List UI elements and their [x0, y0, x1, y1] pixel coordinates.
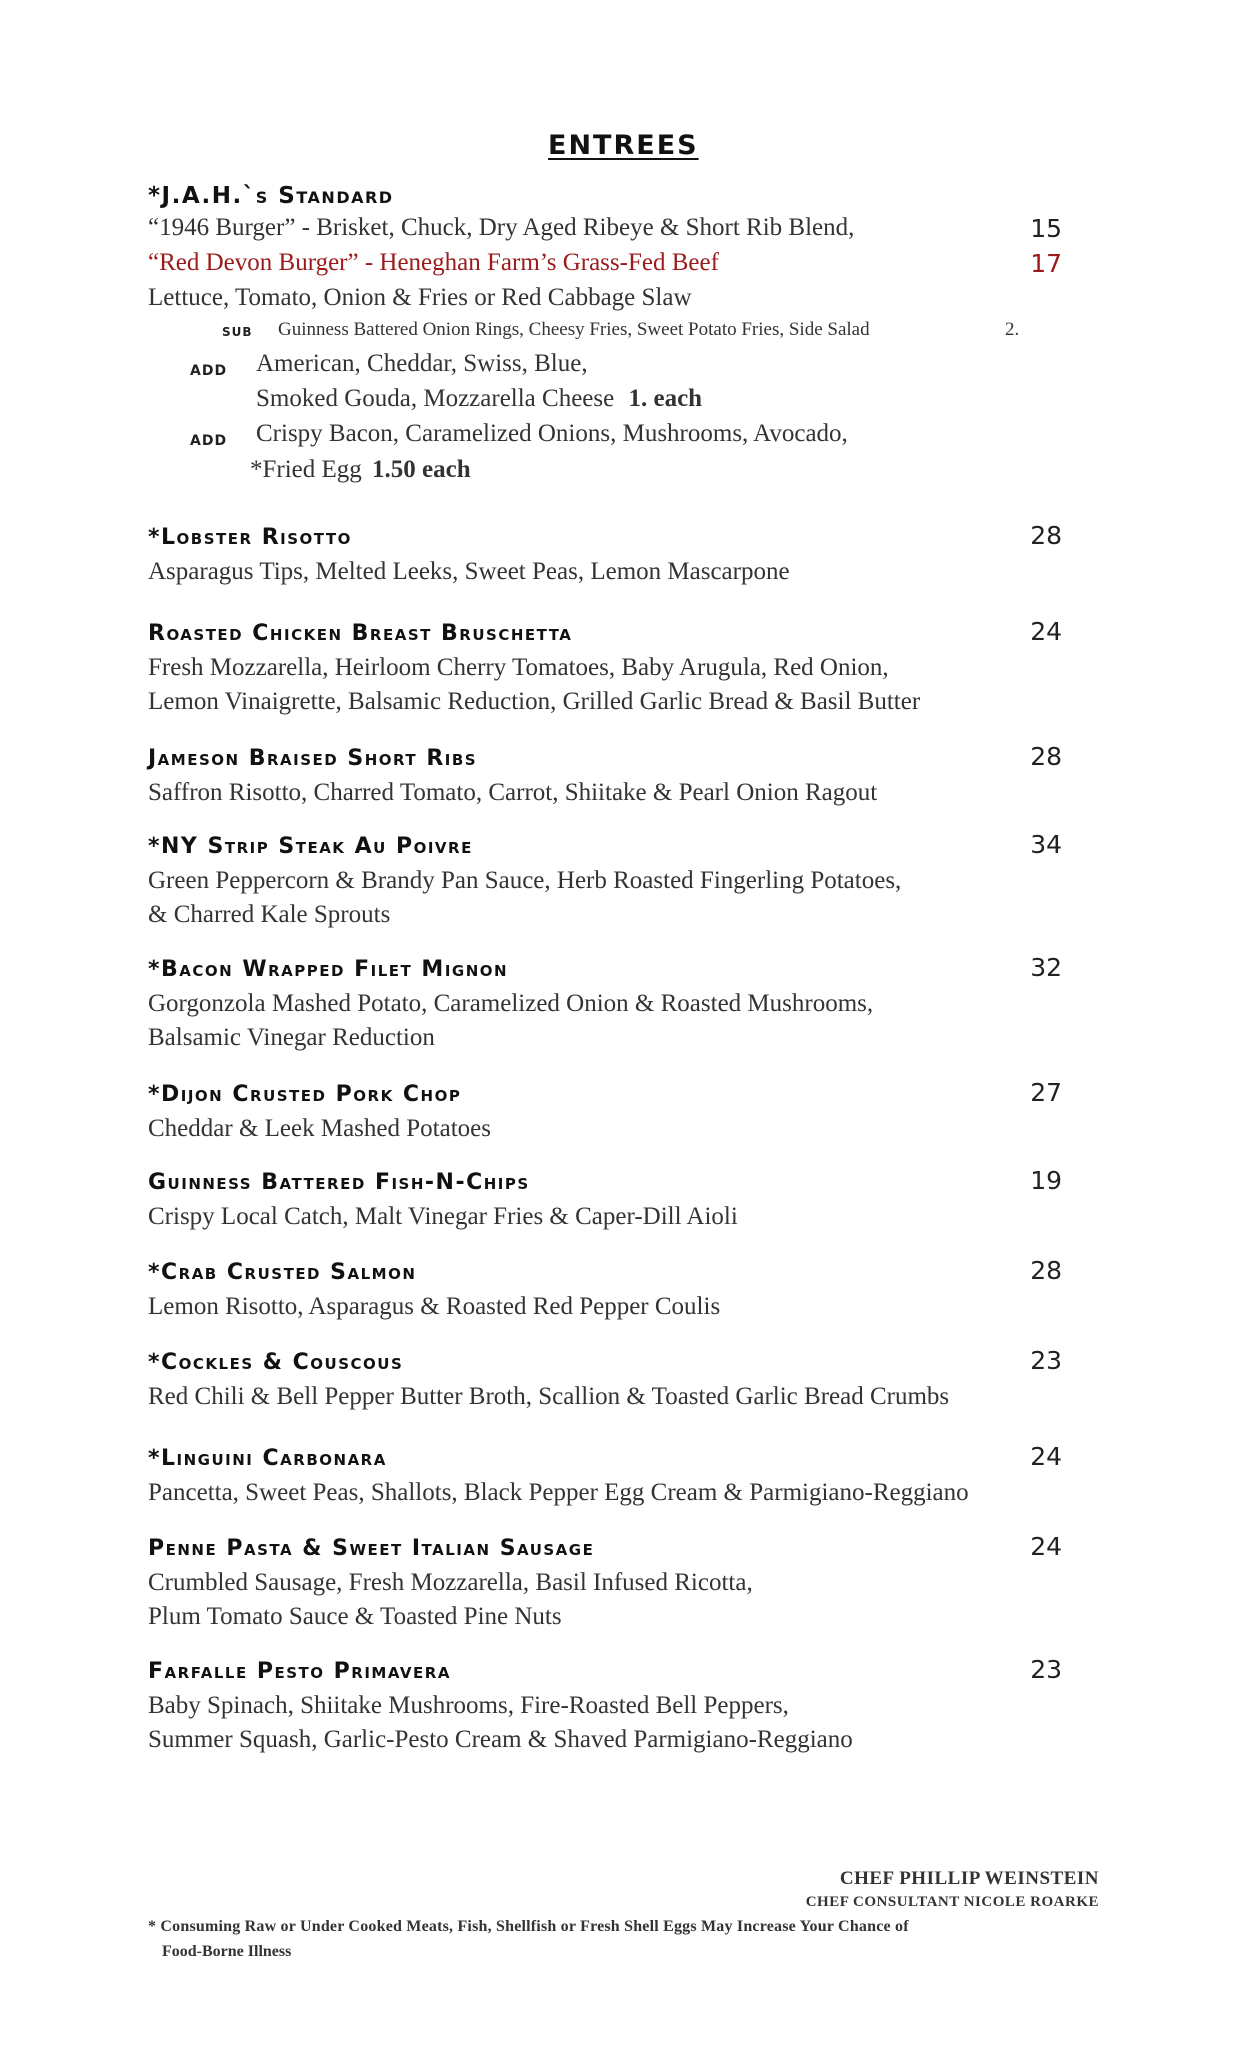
entree-name: *Dijon Crusted Pork Chop — [148, 1082, 462, 1107]
entree-price: 24 — [1030, 1442, 1062, 1471]
entree-price: 19 — [1030, 1166, 1062, 1195]
burger-red-devon-price: 17 — [1030, 249, 1062, 278]
entree-price: 32 — [1030, 953, 1062, 982]
entree-desc: Saffron Risotto, Charred Tomato, Carrot, Shiitake & Pearl Onion Ragout — [148, 779, 878, 806]
entree-name: Penne Pasta & Sweet Italian Sausage — [148, 1536, 595, 1561]
entree-desc: Balsamic Vinegar Reduction — [148, 1024, 435, 1051]
disclaimer-line-1: * Consuming Raw or Under Cooked Meats, Fish, Shellfish or Fresh Shell Eggs May Increase Your Chance of — [148, 1918, 909, 1935]
entree-name: Guinness Battered Fish-N-Chips — [148, 1170, 530, 1195]
entree-name: *Lobster Risotto — [148, 525, 352, 550]
sub-options: Guinness Battered Onion Rings, Cheesy Fries, Sweet Potato Fries, Side Salad — [278, 319, 870, 340]
burger-1946-price: 15 — [1030, 214, 1062, 243]
entree-desc: Crumbled Sausage, Fresh Mozzarella, Basil Infused Ricotta, — [148, 1569, 753, 1596]
add-toppings-line-1: Crispy Bacon, Caramelized Onions, Mushrooms, Avocado, — [256, 420, 848, 447]
entree-desc: Cheddar & Leek Mashed Potatoes — [148, 1115, 491, 1142]
add-toppings-tag: add — [190, 426, 228, 450]
standard-heading: *J.A.H.`s Standard — [148, 183, 394, 209]
add-cheese-price: 1. each — [628, 385, 703, 412]
entree-price: 34 — [1030, 830, 1062, 859]
disclaimer-line-2: Food-Borne Illness — [162, 1943, 292, 1960]
burger-red-devon-text: “Red Devon Burger” - Heneghan Farm’s Grass-Fed Beef — [148, 249, 719, 276]
entree-desc: Green Peppercorn & Brandy Pan Sauce, Herb Roasted Fingerling Potatoes, — [148, 867, 902, 894]
add-cheese-line-2 — [256, 385, 702, 413]
add-toppings-price: 1.50 each — [372, 456, 471, 483]
add-cheese-tag: add — [190, 356, 228, 380]
entree-price: 28 — [1030, 1256, 1062, 1285]
entree-price: 28 — [1030, 742, 1062, 771]
entree-name: *Cockles & Couscous — [148, 1350, 404, 1375]
entree-price: 28 — [1030, 521, 1062, 550]
entree-name: Jameson Braised Short Ribs — [148, 746, 478, 771]
entree-desc: Gorgonzola Mashed Potato, Caramelized Onion & Roasted Mushrooms, — [148, 990, 874, 1017]
page-title: ENTREES — [548, 130, 699, 161]
entree-desc: Lemon Vinaigrette, Balsamic Reduction, Grilled Garlic Bread & Basil Butter — [148, 688, 921, 715]
entree-name: *Linguini Carbonara — [148, 1446, 387, 1471]
entree-price: 27 — [1030, 1078, 1062, 1107]
entree-desc: Red Chili & Bell Pepper Butter Broth, Scallion & Toasted Garlic Bread Crumbs — [148, 1383, 950, 1410]
entree-desc: Plum Tomato Sauce & Toasted Pine Nuts — [148, 1603, 562, 1630]
entree-desc: Asparagus Tips, Melted Leeks, Sweet Peas, Lemon Mascarpone — [148, 558, 790, 585]
entree-price: 24 — [1030, 1532, 1062, 1561]
entree-name: *Crab Crusted Salmon — [148, 1260, 417, 1285]
add-toppings-line-2 — [250, 456, 471, 484]
burger-sides: Lettuce, Tomato, Onion & Fries or Red Cabbage Slaw — [148, 284, 692, 311]
entree-name: Roasted Chicken Breast Bruschetta — [148, 621, 573, 646]
entree-name: Farfalle Pesto Primavera — [148, 1659, 451, 1684]
sub-tag: sub — [222, 321, 253, 341]
entree-name: *NY Strip Steak Au Poivre — [148, 834, 473, 859]
burger-1946-text: “1946 Burger” - Brisket, Chuck, Dry Aged Ribeye & Short Rib Blend, — [148, 214, 855, 241]
add-cheese-text: Smoked Gouda, Mozzarella Cheese — [256, 385, 615, 412]
add-cheese-line-1: American, Cheddar, Swiss, Blue, — [256, 350, 588, 377]
entree-price: 24 — [1030, 617, 1062, 646]
chef-consultant: CHEF CONSULTANT NICOLE ROARKE — [805, 1894, 1099, 1910]
entree-price: 23 — [1030, 1655, 1062, 1684]
entree-desc: Baby Spinach, Shiitake Mushrooms, Fire-Roasted Bell Peppers, — [148, 1692, 789, 1719]
entree-desc: Summer Squash, Garlic-Pesto Cream & Shaved Parmigiano-Reggiano — [148, 1726, 853, 1753]
entree-desc: & Charred Kale Sprouts — [148, 901, 391, 928]
entree-desc: Lemon Risotto, Asparagus & Roasted Red Pepper Coulis — [148, 1293, 721, 1320]
entree-desc: Fresh Mozzarella, Heirloom Cherry Tomatoes, Baby Arugula, Red Onion, — [148, 654, 889, 681]
entree-desc: Crispy Local Catch, Malt Vinegar Fries & Caper-Dill Aioli — [148, 1203, 738, 1230]
entree-desc: Pancetta, Sweet Peas, Shallots, Black Pepper Egg Cream & Parmigiano-Reggiano — [148, 1479, 969, 1506]
chef-name: CHEF PHILLIP WEINSTEIN — [839, 1868, 1099, 1889]
sub-price: 2. — [1005, 319, 1020, 340]
add-toppings-text: *Fried Egg — [250, 456, 362, 483]
entree-price: 23 — [1030, 1346, 1062, 1375]
entree-name: *Bacon Wrapped Filet Mignon — [148, 957, 509, 982]
